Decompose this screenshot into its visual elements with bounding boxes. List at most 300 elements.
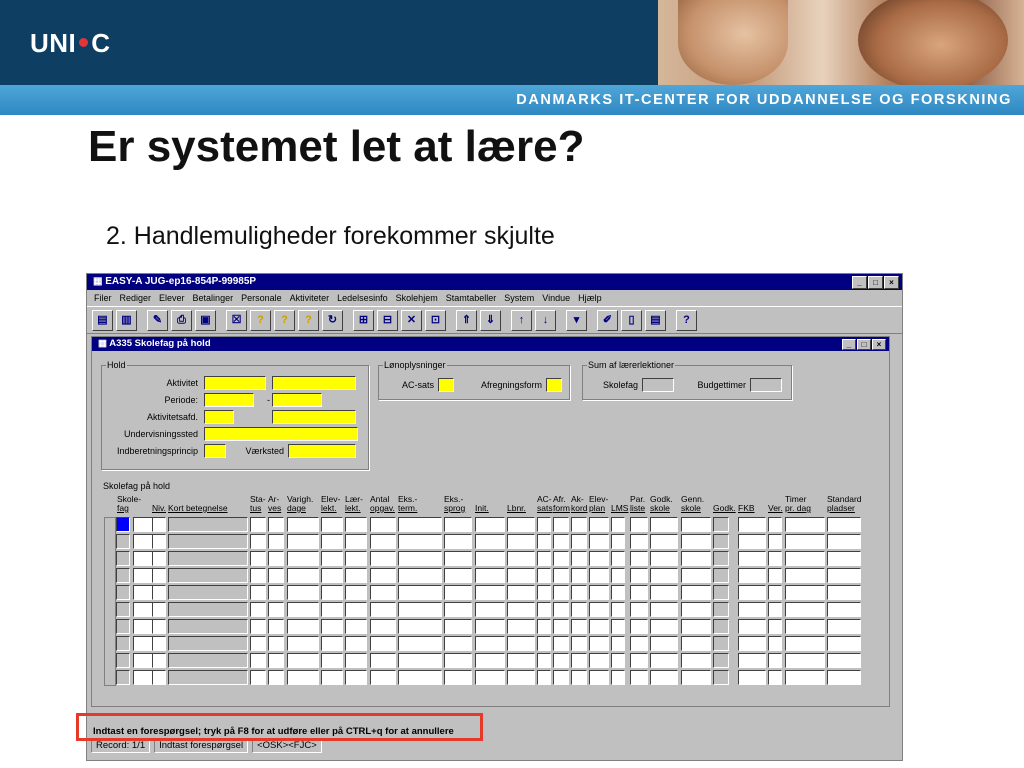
grid-cell[interactable] [571, 602, 587, 617]
grid-cell[interactable] [287, 619, 319, 634]
grid-cell[interactable] [553, 653, 569, 668]
grid-cell[interactable] [611, 636, 625, 651]
grid-cell[interactable] [287, 636, 319, 651]
grid-cell[interactable] [321, 619, 343, 634]
form-close-button[interactable]: × [872, 339, 886, 350]
ac-sats-field[interactable] [438, 378, 454, 392]
grid-cell[interactable] [611, 653, 625, 668]
row-selector[interactable] [116, 568, 130, 583]
prev-record-icon[interactable]: ↑ [511, 310, 532, 331]
grid-cell[interactable] [537, 653, 551, 668]
grid-cell[interactable] [768, 534, 782, 549]
grid-cell[interactable] [650, 585, 678, 600]
grid-cell[interactable] [571, 653, 587, 668]
grid-header-line1-18: Par. [630, 494, 646, 504]
grid-cell[interactable] [571, 619, 587, 634]
row-selector[interactable] [116, 670, 130, 685]
menu-filer[interactable]: Filer [94, 293, 112, 303]
grid-cell[interactable] [507, 653, 535, 668]
grid-cell[interactable] [768, 670, 782, 685]
grid-cell[interactable] [507, 534, 535, 549]
clear-icon[interactable]: ☒ [226, 310, 247, 331]
vaerksted-field[interactable] [288, 444, 356, 458]
grid-cell[interactable] [738, 653, 766, 668]
grid-cell[interactable] [321, 585, 343, 600]
grid-cell[interactable] [507, 670, 535, 685]
grid-cell[interactable] [571, 585, 587, 600]
grid-cell[interactable] [507, 551, 535, 566]
grid-cell[interactable] [650, 602, 678, 617]
menu-elever[interactable]: Elever [159, 293, 185, 303]
grid-cell[interactable] [650, 568, 678, 583]
grid-cell[interactable] [268, 619, 284, 634]
grid-cell [713, 602, 729, 617]
grid-cell[interactable] [537, 551, 551, 566]
close-button[interactable]: × [884, 276, 899, 289]
help-icon[interactable]: ? [676, 310, 697, 331]
grid-cell[interactable] [738, 670, 766, 685]
grid-cell[interactable] [537, 602, 551, 617]
grid-cell[interactable] [370, 568, 396, 583]
grid-cell[interactable] [345, 602, 367, 617]
periode-from-field[interactable] [204, 393, 254, 407]
grid-cell[interactable] [571, 636, 587, 651]
report-icon[interactable]: ▤ [645, 310, 666, 331]
grid-cell[interactable] [785, 585, 825, 600]
grid-cell[interactable] [268, 534, 284, 549]
grid-cell[interactable] [681, 585, 711, 600]
grid-cell[interactable] [681, 619, 711, 634]
grid-cell[interactable] [553, 602, 569, 617]
grid-cell[interactable] [553, 670, 569, 685]
grid-cell[interactable] [475, 636, 505, 651]
grid-cell[interactable] [537, 568, 551, 583]
undervisningssted-field[interactable] [204, 427, 358, 441]
minimize-button[interactable]: _ [852, 276, 867, 289]
grid-cell[interactable] [785, 602, 825, 617]
grid-cell[interactable] [553, 636, 569, 651]
grid-cell[interactable] [370, 551, 396, 566]
grid-cell[interactable] [589, 670, 609, 685]
grid-cell[interactable] [250, 670, 266, 685]
grid-cell[interactable] [345, 585, 367, 600]
grid-cell[interactable] [345, 568, 367, 583]
edit-icon[interactable]: ✎ [147, 310, 168, 331]
menu-vindue[interactable]: Vindue [542, 293, 571, 303]
grid-cell[interactable] [553, 585, 569, 600]
grid-cell[interactable] [507, 517, 535, 532]
grid-cell[interactable] [398, 551, 442, 566]
next-record-icon[interactable]: ↓ [535, 310, 556, 331]
grid-cell[interactable] [507, 568, 535, 583]
grid-cell[interactable] [650, 670, 678, 685]
grid-cell[interactable] [152, 534, 166, 549]
grid-cell[interactable] [268, 670, 284, 685]
grid-cell[interactable] [827, 653, 861, 668]
grid-cell[interactable] [650, 636, 678, 651]
save-exit-icon[interactable]: ▥ [116, 310, 137, 331]
grid-cell[interactable] [370, 585, 396, 600]
grid-cell[interactable] [250, 517, 266, 532]
grid-cell[interactable] [589, 551, 609, 566]
row-selector[interactable] [116, 585, 130, 600]
grid-cell[interactable] [768, 517, 782, 532]
grid-cell[interactable] [738, 517, 766, 532]
grid-cell[interactable] [475, 568, 505, 583]
grid-cell[interactable] [321, 602, 343, 617]
grid-cell[interactable] [250, 619, 266, 634]
grid-cell[interactable] [571, 534, 587, 549]
grid-cell[interactable] [589, 534, 609, 549]
grid-cell[interactable] [553, 568, 569, 583]
grid-cell[interactable] [785, 551, 825, 566]
grid-cell[interactable] [268, 653, 284, 668]
grid-cell[interactable] [537, 636, 551, 651]
grid-cell[interactable] [345, 670, 367, 685]
grid-cell[interactable] [398, 636, 442, 651]
grid-cell[interactable] [475, 551, 505, 566]
grid-cell[interactable] [738, 585, 766, 600]
grid-cell[interactable] [444, 653, 472, 668]
grid-cell[interactable] [589, 517, 609, 532]
grid-cell[interactable] [630, 517, 648, 532]
grid-cell[interactable] [611, 534, 625, 549]
grid-cell[interactable] [785, 534, 825, 549]
grid-cell[interactable] [321, 517, 343, 532]
grid-cell[interactable] [321, 568, 343, 583]
grid-cell[interactable] [268, 568, 284, 583]
grid-cell[interactable] [444, 670, 472, 685]
grid-cell[interactable] [681, 670, 711, 685]
grid-cell[interactable] [475, 517, 505, 532]
grid-cell[interactable] [152, 585, 166, 600]
grid-cell [168, 670, 248, 685]
grid-cell[interactable] [444, 636, 472, 651]
grid-cell[interactable] [370, 619, 396, 634]
delete-record-icon[interactable]: ✕ [401, 310, 422, 331]
row-selector[interactable] [116, 517, 130, 532]
grid-cell[interactable] [444, 602, 472, 617]
grid-cell[interactable] [152, 568, 166, 583]
sum-skolefag-label: Skolefag [602, 380, 638, 390]
menu-rediger[interactable]: Rediger [119, 293, 152, 303]
grid-cell[interactable] [681, 551, 711, 566]
grid-cell[interactable] [507, 619, 535, 634]
aktivitet-field-1[interactable] [204, 376, 266, 390]
enter-query-icon[interactable]: ? [250, 310, 271, 331]
grid-cell[interactable] [268, 636, 284, 651]
grid-cell[interactable] [589, 653, 609, 668]
grid-cell[interactable] [589, 602, 609, 617]
grid-cell[interactable] [475, 619, 505, 634]
grid-cell[interactable] [537, 619, 551, 634]
grid-cell[interactable] [827, 551, 861, 566]
grid-cell[interactable] [475, 534, 505, 549]
grid-cell[interactable] [738, 619, 766, 634]
grid-cell[interactable] [250, 551, 266, 566]
grid-cell[interactable] [475, 670, 505, 685]
grid-cell[interactable] [768, 568, 782, 583]
grid-cell[interactable] [571, 670, 587, 685]
grid-cell[interactable] [287, 551, 319, 566]
grid-cell[interactable] [250, 636, 266, 651]
grid-cell[interactable] [681, 534, 711, 549]
print-icon[interactable]: ⎙ [171, 310, 192, 331]
grid-cell[interactable] [345, 653, 367, 668]
grid-cell[interactable] [398, 585, 442, 600]
grid-cell[interactable] [738, 534, 766, 549]
grid-cell[interactable] [768, 602, 782, 617]
grid-cell[interactable] [398, 653, 442, 668]
list-icon[interactable]: ▾ [566, 310, 587, 331]
grid-cell[interactable] [611, 517, 625, 532]
grid-cell[interactable] [611, 585, 625, 600]
grid-cell[interactable] [398, 517, 442, 532]
grid-cell[interactable] [630, 602, 648, 617]
grid-cell[interactable] [681, 517, 711, 532]
grid-cell[interactable] [553, 619, 569, 634]
grid-cell[interactable] [611, 602, 625, 617]
grid-cell[interactable] [345, 551, 367, 566]
grid-cell[interactable] [738, 636, 766, 651]
grid-cell[interactable] [398, 534, 442, 549]
grid-cell[interactable] [507, 602, 535, 617]
grid-cell[interactable] [630, 568, 648, 583]
grid-cell[interactable] [827, 670, 861, 685]
grid-cell[interactable] [152, 551, 166, 566]
form-maximize-button[interactable]: □ [857, 339, 871, 350]
grid-cell[interactable] [589, 568, 609, 583]
grid-header-10 [444, 495, 465, 513]
grid-cell[interactable] [444, 534, 472, 549]
grid-cell[interactable] [321, 670, 343, 685]
grid-cell[interactable] [785, 517, 825, 532]
grid-cell[interactable] [553, 551, 569, 566]
grid-cell[interactable] [827, 517, 861, 532]
grid-cell[interactable] [287, 602, 319, 617]
grid-cell[interactable] [827, 619, 861, 634]
aktivitetsafd-field-2[interactable] [272, 410, 356, 424]
form-icon[interactable]: ▣ [195, 310, 216, 331]
grid-cell[interactable] [611, 568, 625, 583]
menu-ledelsesinfo[interactable]: Ledelsesinfo [337, 293, 388, 303]
duplicate-record-icon[interactable]: ⊟ [377, 310, 398, 331]
row-selector[interactable] [116, 602, 130, 617]
grid-cell[interactable] [650, 551, 678, 566]
grid-cell[interactable] [345, 636, 367, 651]
grid-cell[interactable] [630, 619, 648, 634]
grid-cell[interactable] [785, 670, 825, 685]
grid-cell[interactable] [268, 585, 284, 600]
grid-cell[interactable] [681, 636, 711, 651]
grid-cell[interactable] [650, 534, 678, 549]
grid-cell[interactable] [650, 653, 678, 668]
grid-cell[interactable] [398, 568, 442, 583]
menu-system[interactable]: System [504, 293, 535, 303]
grid-cell[interactable] [370, 517, 396, 532]
grid-cell[interactable] [287, 568, 319, 583]
grid-cell[interactable] [785, 619, 825, 634]
grid-cell[interactable] [444, 585, 472, 600]
grid-cell[interactable] [827, 636, 861, 651]
grid-cell[interactable] [537, 517, 551, 532]
grid-cell[interactable] [345, 619, 367, 634]
grid-cell[interactable] [345, 517, 367, 532]
grid-cell[interactable] [681, 602, 711, 617]
grid-cell[interactable] [537, 670, 551, 685]
refresh-icon[interactable]: ↻ [322, 310, 343, 331]
grid-cell[interactable] [398, 619, 442, 634]
grid-cell[interactable] [553, 517, 569, 532]
grid-cell[interactable] [152, 653, 166, 668]
grid-cell[interactable] [650, 619, 678, 634]
grid-cell[interactable] [370, 653, 396, 668]
row-selector[interactable] [116, 619, 130, 634]
grid-cell[interactable] [611, 619, 625, 634]
row-selector[interactable] [116, 534, 130, 549]
grid-cell[interactable] [630, 670, 648, 685]
grid-cell[interactable] [571, 551, 587, 566]
grid-cell[interactable] [681, 568, 711, 583]
grid-cell[interactable] [768, 636, 782, 651]
grid-cell[interactable] [250, 585, 266, 600]
grid-cell[interactable] [321, 636, 343, 651]
grid-cell[interactable] [268, 551, 284, 566]
grid-cell[interactable] [630, 534, 648, 549]
grid-cell [713, 619, 729, 634]
grid-cell[interactable] [571, 568, 587, 583]
grid-cell[interactable] [398, 670, 442, 685]
grid-cell[interactable] [738, 568, 766, 583]
grid-cell[interactable] [785, 636, 825, 651]
grid-cell[interactable] [611, 551, 625, 566]
grid-cell[interactable] [475, 585, 505, 600]
grid-cell[interactable] [768, 619, 782, 634]
grid-cell[interactable] [827, 602, 861, 617]
grid-cell[interactable] [738, 602, 766, 617]
grid-cell[interactable] [630, 636, 648, 651]
grid-cell[interactable] [287, 670, 319, 685]
grid-cell[interactable] [630, 653, 648, 668]
row-selector[interactable] [116, 551, 130, 566]
grid-cell[interactable] [768, 551, 782, 566]
menu-aktiviteter[interactable]: Aktiviteter [289, 293, 330, 303]
grid-header-line2-3: tus [250, 503, 262, 513]
grid-cell[interactable] [827, 568, 861, 583]
grid-cell[interactable] [321, 653, 343, 668]
row-selector[interactable] [116, 636, 130, 651]
row-selector[interactable] [116, 653, 130, 668]
count-query-icon[interactable]: ? [298, 310, 319, 331]
grid-cell[interactable] [475, 653, 505, 668]
grid-cell[interactable] [768, 585, 782, 600]
document-icon[interactable]: ▯ [621, 310, 642, 331]
grid-cell[interactable] [785, 653, 825, 668]
grid-cell[interactable] [444, 619, 472, 634]
grid-cell[interactable] [475, 602, 505, 617]
grid-cell[interactable] [287, 517, 319, 532]
menu-hjaelp[interactable]: Hjælp [578, 293, 602, 303]
grid-cell[interactable] [370, 636, 396, 651]
grid-cell[interactable] [738, 551, 766, 566]
insert-record-icon[interactable]: ⊞ [353, 310, 374, 331]
grid-cell[interactable] [152, 619, 166, 634]
grid-cell[interactable] [345, 534, 367, 549]
grid-cell[interactable] [589, 636, 609, 651]
grid-cell[interactable] [250, 653, 266, 668]
grid-cell[interactable] [630, 585, 648, 600]
grid-cell[interactable] [444, 517, 472, 532]
afregningsform-field[interactable] [546, 378, 562, 392]
grid-cell[interactable] [589, 619, 609, 634]
grid-cell[interactable] [611, 670, 625, 685]
grid-cell[interactable] [287, 653, 319, 668]
grid-cell[interactable] [287, 534, 319, 549]
menu-skolehjem[interactable]: Skolehjem [395, 293, 438, 303]
menu-personale[interactable]: Personale [241, 293, 282, 303]
prev-block-icon[interactable]: ⇑ [456, 310, 477, 331]
grid-cell[interactable] [650, 517, 678, 532]
menu-stamtabeller[interactable]: Stamtabeller [445, 293, 497, 303]
grid-cell[interactable] [571, 517, 587, 532]
grid-cell[interactable] [250, 602, 266, 617]
execute-query-icon[interactable]: ? [274, 310, 295, 331]
grid-cell[interactable] [681, 653, 711, 668]
grid-cell[interactable] [268, 517, 284, 532]
grid-cell[interactable] [250, 534, 266, 549]
grid-cell[interactable] [370, 602, 396, 617]
grid-cell[interactable] [370, 670, 396, 685]
grid-cell[interactable] [768, 653, 782, 668]
grid-cell[interactable] [537, 585, 551, 600]
grid-cell[interactable] [507, 585, 535, 600]
grid-cell[interactable] [589, 585, 609, 600]
grid-cell[interactable] [152, 670, 166, 685]
form-minimize-button[interactable]: _ [842, 339, 856, 350]
grid-cell[interactable] [507, 636, 535, 651]
grid-cell[interactable] [321, 551, 343, 566]
grid-cell[interactable] [250, 568, 266, 583]
grid-cell[interactable] [553, 534, 569, 549]
grid-cell[interactable] [268, 602, 284, 617]
grid-cell[interactable] [398, 602, 442, 617]
save-icon[interactable]: ▤ [92, 310, 113, 331]
grid-cell[interactable] [152, 517, 166, 532]
indberetningsprincip-field[interactable] [204, 444, 226, 458]
next-block-icon[interactable]: ⇓ [480, 310, 501, 331]
grid-cell[interactable] [287, 585, 319, 600]
menu-betalinger[interactable]: Betalinger [192, 293, 234, 303]
grid-cell[interactable] [152, 602, 166, 617]
periode-to-field[interactable] [272, 393, 322, 407]
aktivitet-field-2[interactable] [272, 376, 356, 390]
grid-cell[interactable] [827, 585, 861, 600]
grid-cell[interactable] [444, 568, 472, 583]
grid-cell[interactable] [785, 568, 825, 583]
grid-cell[interactable] [370, 534, 396, 549]
aktivitetsafd-field-1[interactable] [204, 410, 234, 424]
attach-icon[interactable]: ⊡ [425, 310, 446, 331]
grid-cell[interactable] [152, 636, 166, 651]
grid-cell[interactable] [827, 534, 861, 549]
maximize-button[interactable]: □ [868, 276, 883, 289]
edit-field-icon[interactable]: ✐ [597, 310, 618, 331]
grid-cell[interactable] [630, 551, 648, 566]
grid-cell[interactable] [537, 534, 551, 549]
grid-scrollbar[interactable] [104, 517, 116, 686]
grid-cell[interactable] [444, 551, 472, 566]
grid-cell[interactable] [321, 534, 343, 549]
